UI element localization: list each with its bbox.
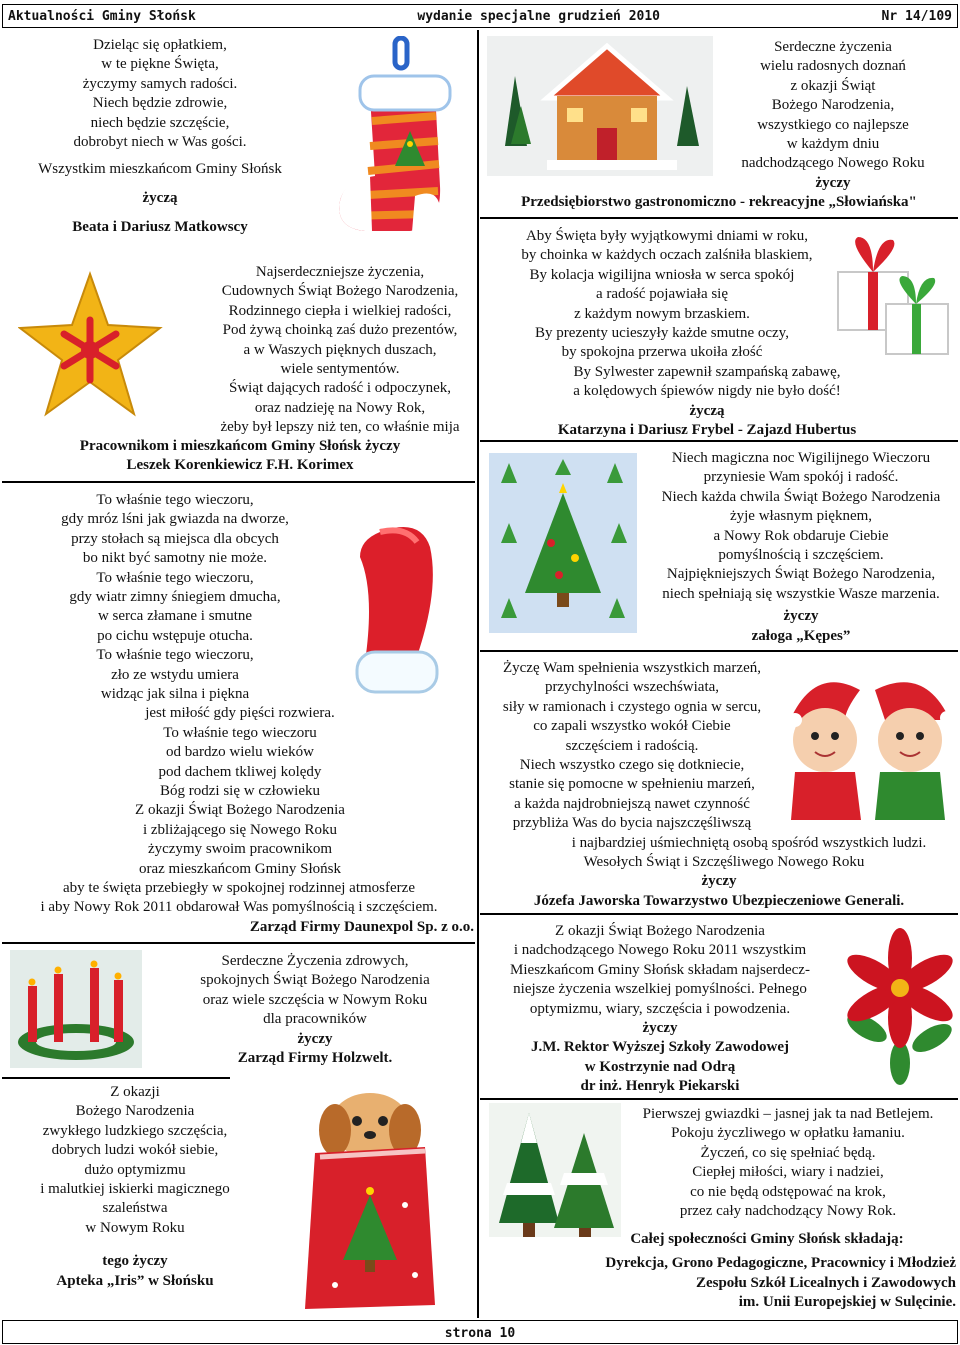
puppy-gift-bag-illustration [285, 1085, 455, 1315]
line: wszystkiego co najlepsze [757, 116, 909, 133]
divider-left-1 [2, 481, 475, 483]
line: i najbardziej uśmiechniętą osobą spośród wszystkich ludzi. [571, 834, 927, 851]
page-number: strona 10 [444, 1326, 516, 1341]
line: Pokoju życzliwego w opłatku łamaniu. [671, 1125, 905, 1142]
line: Serdeczne Życzenia zdrowych, [221, 953, 409, 969]
line: szaleństwa [102, 1200, 168, 1217]
page-header [2, 4, 958, 28]
line: aby te święta przebiegły w spokojnej rodzinnej atmosferze [63, 880, 415, 896]
line: Bożego Narodzenia, [771, 97, 895, 114]
line: Najpiękniejszych Świąt Bożego Narodzenia, [666, 566, 936, 583]
divider-left-3 [2, 1077, 230, 1079]
gingerbread-house-illustration [487, 36, 713, 176]
line: po cichu wstępuje otucha. [97, 627, 253, 644]
line: Wesołych Świąt i Szczęśliwego Nowego Roku [583, 854, 865, 870]
line: a w Waszych pięknych duszach, [243, 341, 437, 358]
line: Wszystkim mieszkańcom Gminy Słońsk [38, 161, 282, 178]
line: gdy mróz lśni jak gwiazda na dworze, [61, 511, 289, 528]
wish-word: życzy [297, 1030, 333, 1047]
line: oraz wiele szczęścia w Nowym Roku [202, 991, 428, 1008]
line: nadchodzącego Nowego Roku [741, 155, 925, 172]
greeting-generali-closing [482, 834, 956, 912]
wish-word: życzy [642, 1020, 678, 1037]
greeting-holzwelt [150, 952, 480, 1068]
wish-word: życzą [142, 189, 178, 206]
signature: Zespołu Szkół Licealnych i Zawodowych [695, 1274, 956, 1291]
header-publication: Aktualności Gminy Słońsk [8, 8, 196, 24]
divider-right-1 [480, 217, 958, 219]
line: żeby był lepszy niż ten, co właśnie mija [220, 419, 460, 436]
greeting-apteka-iris [10, 1083, 260, 1291]
header-issue: Nr 14/109 [881, 8, 952, 24]
greeting-daunexpol-poem-cont [90, 704, 390, 879]
line: niech będzie szczęście, [90, 114, 230, 131]
page-footer [2, 1320, 958, 1344]
line: w każdym dniu [786, 136, 880, 153]
line: i aby Nowy Rok 2011 obdarował Was pomyślnością i szczęściem. [40, 899, 438, 916]
line: i zbliżającego się Nowego Roku [142, 821, 338, 838]
line: przy stołach są miejsca dla obcych [71, 530, 279, 547]
line: jest miłość gdy pięści rozwiera. [145, 705, 335, 722]
line: niech spełniają się wszystkie Wasze marzenia. [662, 585, 940, 602]
line: Z okazji Świąt Bożego Narodzenia [135, 802, 345, 819]
greeting-korimex-signature [10, 437, 470, 476]
line: oraz mieszkańcom Gminy Słońsk [138, 860, 342, 877]
line: Niech magiczna noc Wigilijnego Wieczoru [671, 450, 931, 466]
line: w serca złamane i smutne [97, 608, 253, 625]
line: Serdeczne życzenia [774, 39, 892, 55]
signature: załoga „Kępes” [751, 627, 851, 644]
line: od bardzo wielu wieków [166, 744, 314, 761]
line: By prezenty ucieszyły każde smutne oczy, [535, 325, 789, 342]
line: pod dachem tkliwej kolędy [158, 763, 322, 780]
line: przyniesie Wam spokój i radość. [703, 469, 899, 486]
poinsettia-illustration [842, 918, 957, 1088]
divider-right-4 [480, 913, 958, 915]
signature: Całej społeczności Gminy Słońsk składają: [630, 1231, 904, 1247]
line: gdy wiatr zimny śniegiem dmucha, [69, 589, 281, 606]
christmas-tree-tile-illustration [489, 453, 637, 633]
wish-word: życzy [783, 608, 819, 625]
line: niejsze życzenia wszelkiej pomyślności. Pełnego [513, 981, 807, 998]
line: Świąt dających radość i odpoczynek, [228, 380, 451, 397]
line: Życzę Wam spełnienia wszystkich marzeń, [502, 660, 761, 676]
line: Życzeń, co się spełniać będą. [700, 1144, 876, 1161]
line: zwykłego ludzkiego szczęścia, [42, 1122, 228, 1139]
line: wiele sentymentów. [280, 361, 400, 378]
line: z każdym nowym brzaskiem. [574, 305, 750, 322]
wish-word: życzy [701, 873, 737, 890]
signature: Pracownikom i mieszkańcom Gminy Słońsk życzy [79, 438, 401, 454]
line: Rodzinnego ciepła i wielkiej radości, [228, 302, 452, 319]
greeting-generali-poem [482, 659, 782, 834]
line: Bóg rodzi się w człowieku [160, 783, 320, 800]
line: Z okazji Świąt Bożego Narodzenia [555, 923, 765, 939]
wish-word: życzy [815, 174, 851, 191]
line: i malutkiej iskierki magicznego [40, 1181, 230, 1198]
line: Niech będzie zdrowie, [92, 95, 228, 112]
line: a Nowy Rok obdaruje Ciebie [713, 527, 889, 544]
line: Pierwszej gwiazdki – jasnej jak ta nad Betlejem. [642, 1106, 934, 1122]
signature: Zarząd Firmy Holzwelt. [237, 1050, 393, 1067]
greeting-slowianska [710, 38, 956, 193]
line: Aby Święta były wyjątkowymi dniami w roku, [525, 228, 809, 244]
greeting-slowianska-signature [482, 193, 956, 212]
signature: Beata i Dariusz Matkowscy [72, 219, 248, 236]
greeting-daunexpol-closing [4, 879, 474, 937]
line: Dzieląc się opłatkiem, [93, 37, 227, 53]
line: Pod żywą choinką zaś dużo prezentów, [222, 322, 458, 339]
signature: Katarzyna i Dariusz Frybel - Zajazd Hubertus [557, 422, 857, 439]
line: przychylności wszechświata, [544, 679, 720, 696]
greeting-zsliz-signature [560, 1230, 956, 1313]
line: To właśnie tego wieczoru, [96, 647, 254, 664]
advent-wreath-illustration [10, 950, 142, 1068]
line: pomyślnością i szczęściem. [718, 547, 884, 564]
line: To właśnie tego wieczoru, [96, 492, 254, 508]
line: w te piękne Święta, [101, 56, 219, 73]
signature: Zarząd Firmy Daunexpol Sp. z o.o. [249, 918, 474, 935]
line: Ciepłej miłości, wiary i nadziei, [692, 1164, 884, 1181]
greeting-zsliz-poem [618, 1105, 958, 1221]
line: To właśnie tego wieczoru [163, 724, 317, 741]
line: stanie się pomocne w spełnieniu marzeń, [509, 776, 755, 793]
line: To właśnie tego wieczoru, [96, 569, 254, 586]
elves-illustration [775, 660, 960, 828]
wish-word: tego życzy [102, 1253, 168, 1270]
line: Z okazji [110, 1084, 160, 1100]
line: a radość pojawiała się [595, 286, 729, 303]
line: z okazji Świąt [790, 77, 876, 94]
line: dla pracowników [263, 1011, 367, 1028]
line: spokojnych Świąt Bożego Narodzenia [200, 972, 430, 989]
line: a kolędowych śpiewów nigdy nie było dość! [573, 383, 841, 400]
line: siły w ramionach i czystego ognia w sercu, [502, 698, 762, 715]
line: żyje własnym pięknem, [729, 508, 873, 525]
greeting-matkowscy [10, 36, 310, 238]
signature: Józefa Jaworska Towarzystwo Ubezpieczeniowe Generali. [533, 892, 905, 909]
divider-right-3 [480, 650, 958, 652]
line: By Sylwester zapewnił szampańską zabawę, [573, 363, 841, 380]
line: by choinka w każdych oczach zalśniła blaskiem, [521, 247, 813, 264]
snowy-trees-illustration [489, 1103, 621, 1248]
signature: w Kostrzynie nad Odrą [584, 1058, 736, 1075]
line: wielu radosnych doznań [760, 58, 906, 75]
line: Mieszkańcom Gminy Słońsk składam najserdecz- [510, 961, 810, 978]
line: by spokojna przerwa ukoiła złość [561, 344, 763, 361]
signature: dr inż. Henryk Piekarski [580, 1078, 740, 1095]
line: dobrobyt niech w Was gości. [73, 134, 247, 151]
line: Niech wszystko czego się dotkniecie, [519, 757, 745, 774]
line: co zapali wszystko wokół Ciebie [533, 718, 731, 735]
line: By kolacja wigilijna wniosła w serca spokój [529, 266, 795, 283]
signature: Dyrekcja, Grono Pedagogiczne, Pracownicy i Młodzież [605, 1255, 956, 1272]
line: życzymy swoim pracownikom [147, 841, 333, 858]
line: dobrych ludzi wokół siebie, [51, 1142, 219, 1159]
line: szczęściem i radością. [565, 737, 699, 754]
greeting-rektor-pwsz [482, 922, 838, 1097]
line: co nie będą odstępować na krok, [690, 1183, 886, 1200]
santa-hat-illustration [345, 512, 445, 702]
signature: Przedsiębiorstwo gastronomiczno - rekreacyjne „Słowiańska" [521, 194, 917, 210]
line: życzymy samych radości. [82, 75, 238, 92]
star-ornament [18, 270, 163, 420]
line: widząc jak silna i piękna [100, 686, 250, 703]
divider-left-2 [2, 942, 475, 944]
line: zło ze wstydu umiera [111, 666, 239, 683]
line: Cudownych Świąt Bożego Narodzenia, [221, 283, 459, 300]
line: Najserdeczniejsze życzenia, [255, 264, 425, 280]
divider-right-5 [480, 1098, 958, 1100]
greeting-kepes [636, 449, 960, 646]
signature: im. Unii Europejskiej w Sulęcinie. [738, 1294, 956, 1311]
line: bo nikt być samotny nie może. [82, 550, 268, 567]
line: Niech każda chwila Świąt Bożego Narodzenia [661, 488, 941, 505]
greeting-korimex-poem [160, 263, 520, 438]
line: w Nowym Roku [85, 1219, 185, 1236]
signature: J.M. Rektor Wyższej Szkoły Zawodowej [530, 1039, 790, 1056]
line: i nadchodzącego Nowego Roku 2011 wszystkim [513, 942, 807, 959]
line: Bożego Narodzenia [75, 1103, 195, 1120]
header-edition: wydanie specjalne grudzień 2010 [417, 8, 661, 24]
line: przez cały nadchodzący Nowy Rok. [679, 1203, 897, 1220]
stocking-illustration [330, 36, 470, 236]
line: optymizmu, wiary, szczęścia i powodzenia. [529, 1000, 791, 1017]
signature: Apteka „Iris” w Słońsku [56, 1272, 214, 1289]
greeting-daunexpol-poem [10, 491, 340, 704]
gift-boxes-illustration [828, 232, 960, 362]
line: dużo optymizmu [84, 1161, 186, 1178]
line: a każda najdrobniejszą nawet czynność [514, 795, 750, 812]
column-divider [477, 30, 479, 1318]
signature: Leszek Korenkiewicz F.H. Korimex [126, 457, 354, 474]
wish-word: życzą [689, 402, 725, 419]
line: oraz nadzieję na Nowy Rok, [254, 399, 426, 416]
line: przybliża Was do bycia najszczęśliwszą [512, 815, 752, 832]
